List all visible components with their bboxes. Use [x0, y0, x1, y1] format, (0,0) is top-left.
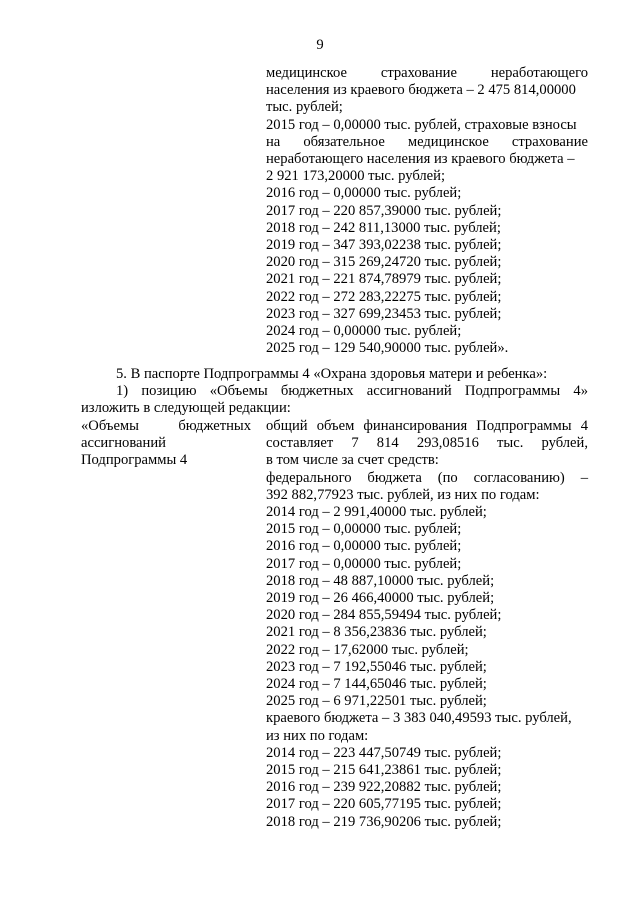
section-heading: 5. В паспорте Подпрограммы 4 «Охрана здоровья матери и ребенка»: — [116, 366, 548, 382]
text-line: 2019 год – 26 466,40000 тыс. рублей; — [266, 590, 495, 607]
text-line: 2021 год – 221 874,78979 тыс. рублей; — [266, 271, 502, 288]
item-1-line: 1) позицию «Объемы бюджетных ассигнований Подпрограммы 4» — [116, 383, 588, 400]
subprogram-4-funding-block — [266, 418, 588, 831]
text-line: населения из краевого бюджета – 2 475 814,00000 — [266, 82, 576, 99]
text-line: 2014 год – 223 447,50749 тыс. рублей; — [266, 744, 502, 761]
text-line: 2025 год – 6 971,22501 тыс. рублей; — [266, 693, 487, 710]
text-line: 2018 год – 242 811,13000 тыс. рублей; — [266, 219, 501, 236]
label-line: ассигнований — [81, 435, 166, 452]
text-line: 2018 год – 48 887,10000 тыс. рублей; — [266, 572, 495, 589]
text-line: краевого бюджета – 3 383 040,49593 тыс. рублей, — [266, 710, 572, 727]
label-line: «Объемы бюджетных — [81, 418, 251, 434]
text-line: составляет 7 814 293,08516 тыс. рублей, — [266, 435, 588, 452]
text-line: 2022 год – 272 283,22275 тыс. рублей; — [266, 288, 502, 305]
page-number: 9 — [316, 37, 324, 53]
section-5-paragraph — [81, 366, 588, 418]
text-line: 392 882,77923 тыс. рублей, из них по годам: — [266, 486, 540, 503]
text-line: 2020 год – 315 269,24720 тыс. рублей; — [266, 254, 502, 271]
text-line: 2 921 173,20000 тыс. рублей; — [266, 168, 446, 185]
text-line: 2019 год – 347 393,02238 тыс. рублей; — [266, 237, 502, 254]
text-line: 2016 год – 239 922,20882 тыс. рублей; — [266, 779, 502, 796]
text-line: 2018 год – 219 736,90206 тыс. рублей; — [266, 813, 502, 830]
label-line: Подпрограммы 4 — [81, 452, 188, 469]
text-line: общий объем финансирования Подпрограммы 4 — [266, 418, 588, 434]
text-line: на обязательное медицинское страхование — [266, 133, 588, 150]
text-line: 2015 год – 215 641,23861 тыс. рублей; — [266, 762, 502, 779]
text-line: неработающего населения из краевого бюджета – — [266, 151, 575, 168]
text-line: 2014 год – 2 991,40000 тыс. рублей; — [266, 504, 487, 521]
text-line: 2017 год – 220 605,77195 тыс. рублей; — [266, 796, 502, 813]
text-line: федерального бюджета (по согласованию) – — [266, 469, 588, 486]
text-line: в том числе за счет средств: — [266, 452, 439, 469]
text-line: 2023 год – 7 192,55046 тыс. рублей; — [266, 658, 487, 675]
position-label — [81, 418, 251, 470]
text-line: 2015 год – 0,00000 тыс. рублей, страховые взносы — [266, 116, 577, 133]
text-line: 2025 год – 129 540,90000 тыс. рублей». — [266, 340, 509, 357]
text-line: 2021 год – 8 356,23836 тыс. рублей; — [266, 624, 487, 641]
text-line: 2020 год – 284 855,59494 тыс. рублей; — [266, 607, 502, 624]
text-line: 2017 год – 220 857,39000 тыс. рублей; — [266, 202, 502, 219]
text-line: из них по годам: — [266, 727, 369, 744]
text-line: 2015 год – 0,00000 тыс. рублей; — [266, 521, 462, 538]
text-line: тыс. рублей; — [266, 99, 343, 116]
text-line: 2022 год – 17,62000 тыс. рублей; — [266, 641, 469, 658]
funding-continuation-block — [266, 65, 588, 357]
text-line: 2016 год – 0,00000 тыс. рублей; — [266, 538, 462, 555]
text-line: медицинское страхование неработающего — [266, 65, 588, 81]
item-1-continuation: изложить в следующей редакции: — [81, 400, 291, 417]
text-line: 2023 год – 327 699,23453 тыс. рублей; — [266, 305, 502, 322]
text-line: 2017 год – 0,00000 тыс. рублей; — [266, 555, 462, 572]
text-line: 2016 год – 0,00000 тыс. рублей; — [266, 185, 462, 202]
text-line: 2024 год – 0,00000 тыс. рублей; — [266, 323, 462, 340]
text-line: 2024 год – 7 144,65046 тыс. рублей; — [266, 676, 487, 693]
